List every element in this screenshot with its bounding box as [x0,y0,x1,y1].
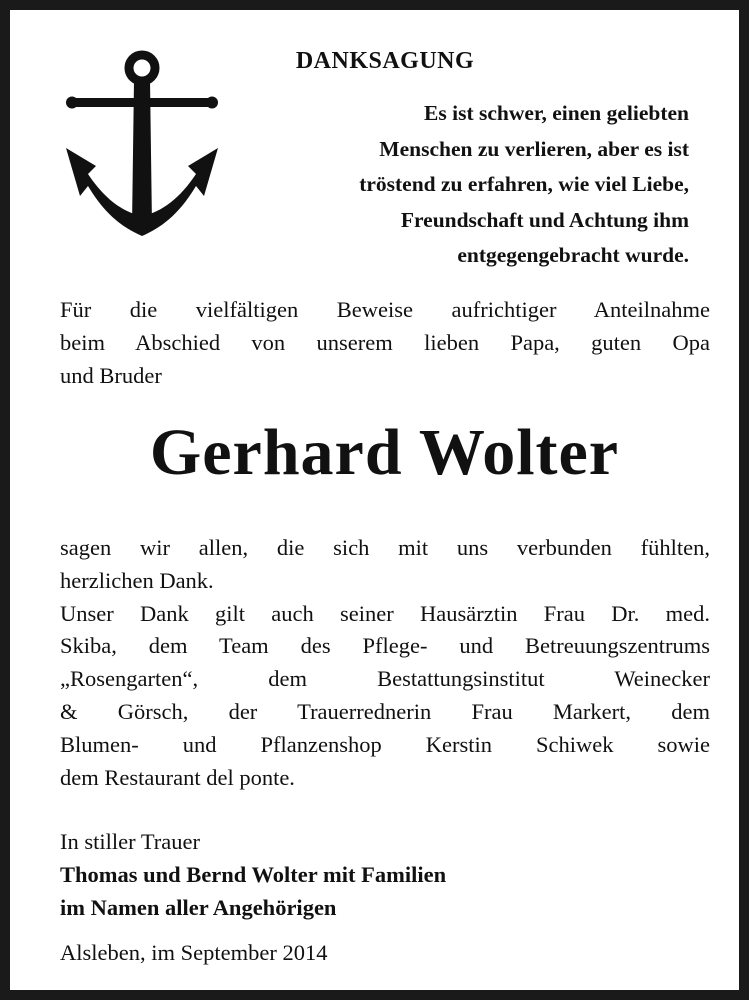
body-line: „Rosengarten“, dem Bestattungsinstitut Weinecker [60,666,710,692]
intro-line: und Bruder [60,363,162,388]
intro-text [60,293,710,392]
body-line: Skiba, dem Team des Pflege- und Betreuungszentrums [60,633,710,659]
quote-line: tröstend zu erfahren, wie viel Liebe, [359,172,689,196]
signature-intro: In stiller Trauer [60,829,200,854]
quote-line: entgegengebracht wurde. [457,243,689,267]
body-line: Blumen- und Pflanzenshop Kerstin Schiwek sowie [60,731,710,757]
anchor-icon [58,48,226,244]
signature [60,825,710,924]
quote-line: Es ist schwer, einen geliebten [424,101,689,125]
signature-relatives: im Namen aller Angehörigen [60,895,337,920]
deceased-name: Gerhard Wolter [149,416,620,489]
body-line: Unser Dank gilt auch seiner Hausärztin Frau Dr. med. [60,600,710,626]
notice-heading: DANKSAGUNG [295,48,475,74]
body-line: & Görsch, der Trauerrednerin Frau Markert, dem [60,698,710,724]
quote-line: Menschen zu verlieren, aber es ist [379,136,689,161]
intro-line: beim Abschied von unserem lieben Papa, guten Opa [60,330,710,355]
quote-line: Freundschaft und Achtung ihm [400,207,689,232]
quote [269,96,689,274]
intro-line: Für die vielfältigen Beweise aufrichtiger Anteilnahme [60,297,710,322]
signature-family: Thomas und Bernd Wolter mit Familien [60,862,447,887]
body-line: herzlichen Dank. [60,567,214,593]
body-text [60,532,710,794]
body-line: sagen wir allen, die sich mit uns verbunden fühlten, [60,535,710,560]
body-line: dem Restaurant del ponte. [60,764,295,790]
place-date: Alsleben, im September 2014 [60,940,328,965]
